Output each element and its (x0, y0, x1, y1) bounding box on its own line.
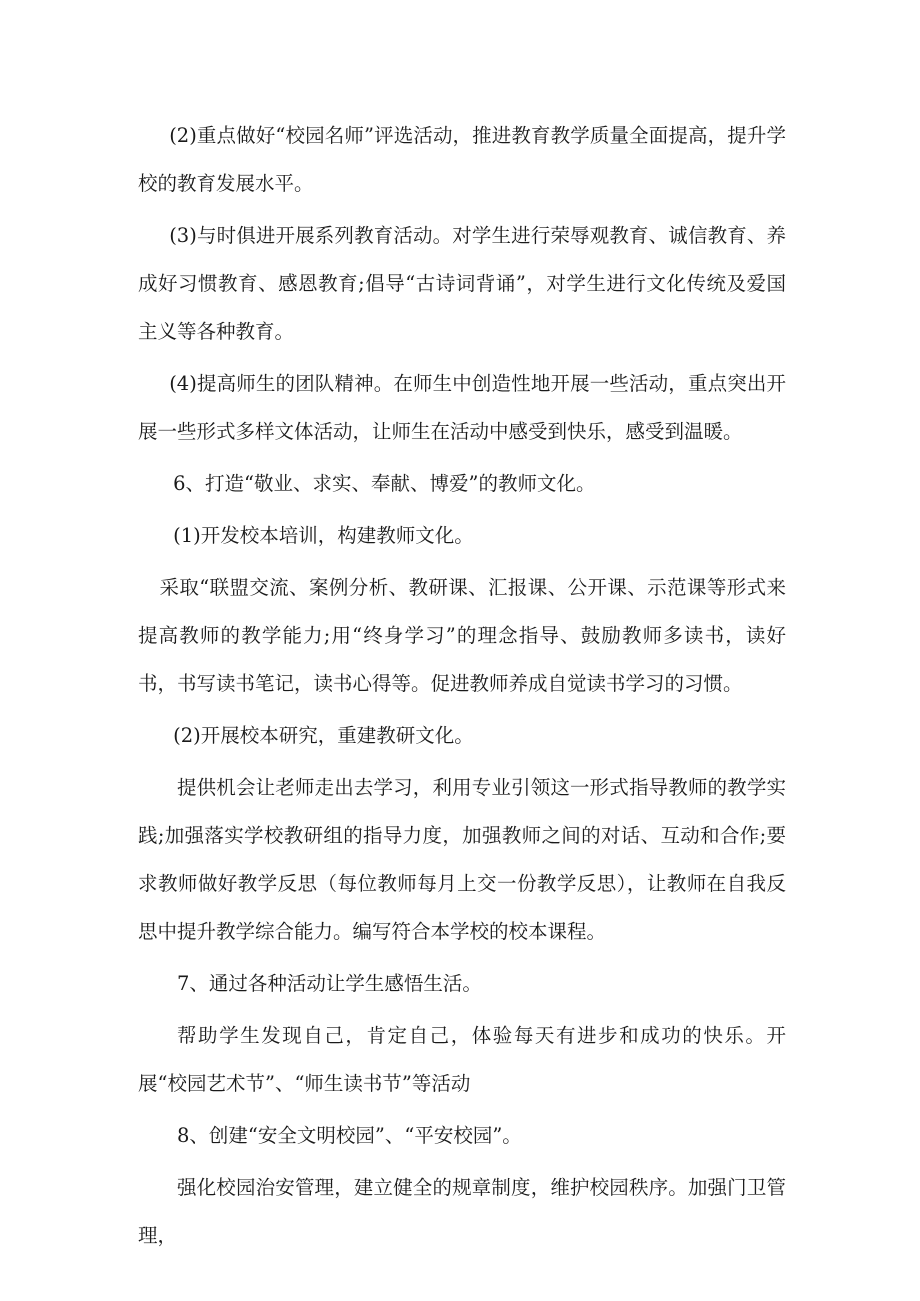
paragraph-teacher-training: 采取“联盟交流、案例分析、教研课、汇报课、公开课、示范课等形式来提高教师的教学能力;用“终身学习”的理念指导、鼓励教师多读书，读好书，书写读书笔记，读书心得等。促进教师养成自觉读书学习的习惯。 (138, 576, 786, 695)
paragraph-campus-safety: 强化校园治安管理，建立健全的规章制度，维护校园秩序。加强门卫管理， (138, 1176, 786, 1247)
subheading-6-1: (1)开发校本培训，构建教师文化。 (173, 524, 474, 547)
paragraph-item-3-education-activities: (3)与时俱进开展系列教育活动。对学生进行荣辱观教育、诚信教育、养成好习惯教育、感恩教育;倡导“古诗词背诵”，对学生进行文化传统及爱国主义等各种教育。 (138, 224, 786, 343)
section-heading-7: 7、通过各种活动让学生感悟生活。 (177, 972, 482, 995)
paragraph-item-4-team-spirit: (4)提高师生的团队精神。在师生中创造性地开展一些活动，重点突出开展一些形式多样文体活动，让师生在活动中感受到快乐，感受到温暖。 (138, 372, 786, 443)
paragraph-item-2-teacher-selection: (2)重点做好“校园名师”评选活动，推进教育教学质量全面提高，提升学校的教育发展水平。 (138, 124, 786, 195)
paragraph-school-research: 提供机会让老师走出去学习，利用专业引领这一形式指导教师的教学实践;加强落实学校教研组的指导力度，加强教师之间的对话、互动和合作;要求教师做好教学反思（每位教师每月上交一份教学反思），让教师在自我反思中提升教学综合能力。编写符合本学校的校本课程。 (138, 776, 786, 943)
paragraph-student-activities: 帮助学生发现自己，肯定自己，体验每天有进步和成功的快乐。开展“校园艺术节”、“师生读书节”等活动 (138, 1024, 786, 1095)
section-heading-8: 8、创建“安全文明校园”、“平安校园”。 (177, 1124, 522, 1147)
document-body (138, 112, 786, 1260)
section-heading-6: 6、打造“敬业、求实、奉献、博爱”的教师文化。 (173, 472, 596, 495)
subheading-6-2: (2)开展校本研究，重建教研文化。 (173, 724, 474, 747)
